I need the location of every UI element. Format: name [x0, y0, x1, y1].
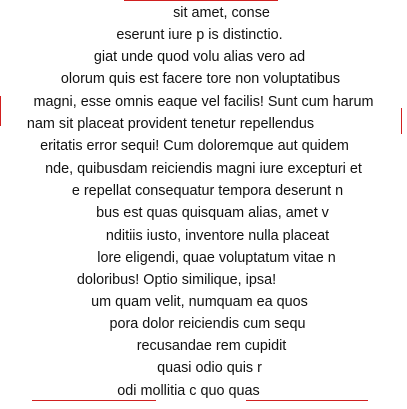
- top-accent-line: [124, 0, 278, 1]
- text-line: nde, quibusdam reiciendis magni iure excepturi et: [45, 161, 362, 177]
- text-line: lore eligendi, quae voluptatum vitae n: [97, 250, 336, 266]
- text-line: pora dolor reiciendis cum sequ: [109, 316, 306, 332]
- text-line: recusandae rem cupidit: [136, 338, 287, 354]
- text-line: quasi odio quis r: [157, 360, 262, 376]
- text-line: olorum quis est facere tore non voluptatibus: [60, 71, 341, 87]
- text-line: nam sit placeat provident tenetur repellendus: [26, 116, 315, 132]
- text-line: giat unde quod volu alias vero ad: [93, 49, 306, 65]
- text-line: sit amet, conse: [173, 5, 270, 21]
- text-line: nditiis iusto, inventore nulla placeat: [105, 228, 330, 244]
- text-line: bus est quas quisquam alias, amet v: [96, 205, 329, 221]
- text-line: odi mollitia c quo quas: [117, 383, 260, 399]
- text-line: magni, esse omnis eaque vel facilis! Sunt cum harum: [33, 94, 374, 110]
- text-line: eserunt iure p is distinctio.: [116, 27, 283, 43]
- text-line: um quam velit, numquam ea quos: [91, 294, 308, 310]
- text-line: eritatis error sequi! Cum doloremque aut quidem: [40, 138, 349, 154]
- text-line: doloribus! Optio similique, ipsa!: [76, 272, 277, 288]
- text-line: e repellat consequatur tempora deserunt n: [71, 183, 344, 199]
